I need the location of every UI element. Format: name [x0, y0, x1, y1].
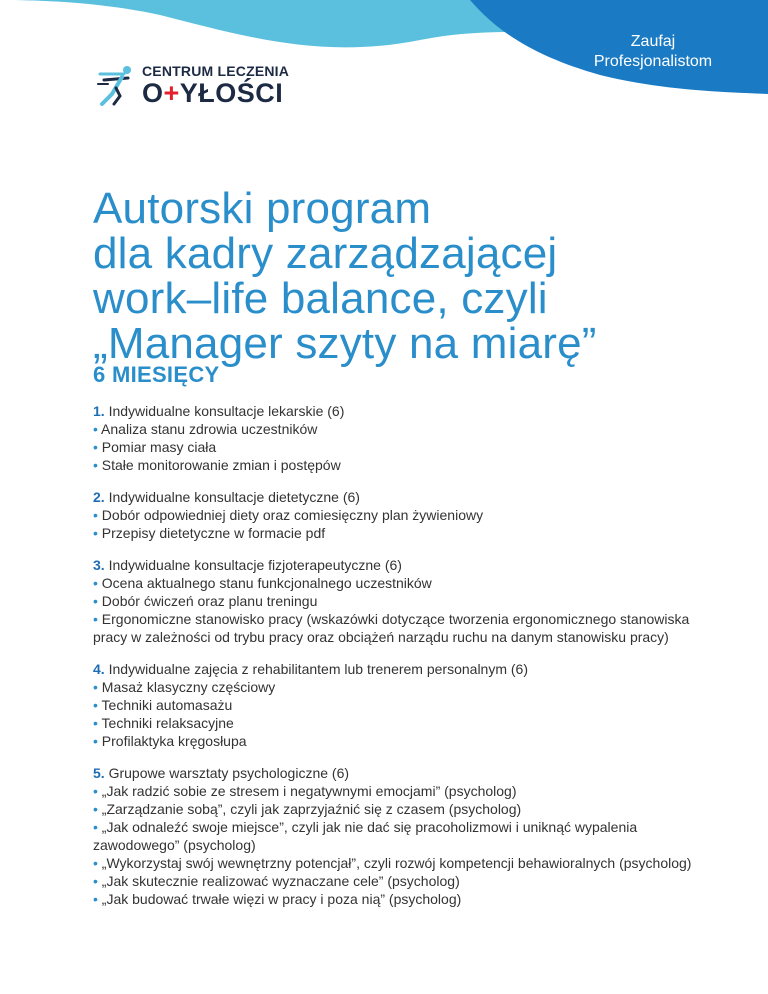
bullet-text: Masaż klasyczny częściowy [101, 679, 276, 695]
bullet-item [93, 696, 693, 714]
section-heading [93, 764, 693, 782]
bullet-item [93, 420, 693, 438]
program-sections [93, 402, 693, 922]
logo-text-top: CENTRUM LECZENIA [142, 63, 290, 79]
bullet-dot-icon: • [93, 611, 98, 627]
bullet-dot-icon: • [93, 439, 98, 455]
bullet-item [93, 524, 693, 542]
bullet-text: „Jak radzić sobie ze stresem i negatywnymi emocjami” (psycholog) [101, 783, 517, 799]
header-tagline [578, 32, 728, 72]
bullet-dot-icon: • [93, 575, 98, 591]
bullet-text: Techniki automasażu [101, 697, 233, 713]
bullet-item [93, 890, 693, 908]
page-title [93, 186, 733, 366]
tagline-line1: Zaufaj [630, 33, 676, 50]
bullet-dot-icon: • [93, 891, 98, 907]
bullet-item [93, 732, 693, 750]
logo-text-rest: YŁOŚCI [179, 78, 284, 108]
bullet-text: Stałe monitorowanie zmian i postępów [101, 457, 341, 473]
bullet-item [93, 574, 693, 592]
bullet-text: „Jak budować trwałe więzi w pracy i poza nią” (psycholog) [101, 891, 462, 907]
bullet-text: Pomiar masy ciała [101, 439, 217, 455]
section-heading-text: Indywidualne konsultacje lekarskie (6) [104, 403, 345, 419]
program-section [93, 764, 693, 908]
bullet-dot-icon: • [93, 733, 98, 749]
bullet-dot-icon: • [93, 679, 98, 695]
title-line-3: work–life balance, czyli [93, 274, 548, 323]
bullet-text: Ocena aktualnego stanu funkcjonalnego uczestników [101, 575, 432, 591]
bullet-item [93, 610, 693, 646]
bullet-dot-icon: • [93, 783, 98, 799]
logo-plus: + [163, 78, 180, 108]
bullet-dot-icon: • [93, 593, 98, 609]
title-line-4: „Manager szyty na miarę” [93, 319, 597, 368]
bullet-dot-icon: • [93, 801, 98, 817]
section-number: 3. [93, 557, 105, 573]
title-line-2: dla kadry zarządzającej [93, 229, 558, 278]
bullet-item [93, 782, 693, 800]
section-heading-text: Indywidualne konsultacje dietetyczne (6) [104, 489, 360, 505]
bullet-item [93, 818, 693, 854]
section-number: 2. [93, 489, 105, 505]
program-section [93, 488, 693, 542]
bullet-dot-icon: • [93, 525, 98, 541]
bullet-item [93, 872, 693, 890]
bullet-dot-icon: • [93, 507, 98, 523]
bullet-dot-icon: • [93, 457, 98, 473]
section-heading-text: Indywidualne zajęcia z rehabilitantem lub trenerem personalnym (6) [104, 661, 529, 677]
tagline-line2: Profesjonalistom [593, 53, 713, 70]
bullet-text: Profilaktyka kręgosłupa [101, 733, 247, 749]
section-heading [93, 556, 693, 574]
running-figure-icon [94, 60, 140, 106]
bullet-item [93, 456, 693, 474]
program-section [93, 402, 693, 474]
section-number: 5. [93, 765, 105, 781]
bullet-text: Przepisy dietetyczne w formacie pdf [101, 525, 326, 541]
bullet-text: „Jak skutecznie realizować wyznaczane cele” (psycholog) [101, 873, 460, 889]
bullet-text: Dobór odpowiedniej diety oraz comiesięczny plan żywieniowy [101, 507, 484, 523]
title-line-1: Autorski program [93, 184, 432, 233]
logo-text-o: O [142, 78, 164, 108]
bullet-text: Dobór ćwiczeń oraz planu treningu [101, 593, 318, 609]
bullet-item [93, 800, 693, 818]
bullet-dot-icon: • [93, 855, 98, 871]
bullet-item [93, 714, 693, 732]
section-number: 4. [93, 661, 105, 677]
logo-text-bottom [142, 79, 283, 107]
section-heading-text: Grupowe warsztaty psychologiczne (6) [104, 765, 350, 781]
bullet-dot-icon: • [93, 697, 98, 713]
logo[interactable] [94, 60, 294, 110]
bullet-text: „Jak odnaleźć swoje miejsce”, czyli jak nie dać się pracoholizmowi i uniknąć wypalenia zawodowego” (psycholog) [93, 819, 638, 853]
bullet-dot-icon: • [93, 819, 98, 835]
bullet-text: Ergonomiczne stanowisko pracy (wskazówki dotyczące tworzenia ergonomicznego stanowiska pracy w zależności od trybu pracy oraz obciążeń narządu ruchu na danym stanowisku pracy) [93, 611, 690, 645]
program-section [93, 556, 693, 646]
bullet-item [93, 854, 693, 872]
duration-subtitle: 6 MIESIĘCY [93, 362, 220, 387]
bullet-dot-icon: • [93, 715, 98, 731]
section-heading [93, 660, 693, 678]
bullet-text: „Zarządzanie sobą”, czyli jak zaprzyjaźnić się z czasem (psycholog) [101, 801, 522, 817]
bullet-item [93, 678, 693, 696]
bullet-dot-icon: • [93, 421, 98, 437]
section-heading-text: Indywidualne konsultacje fizjoterapeutyczne (6) [104, 557, 402, 573]
section-heading [93, 488, 693, 506]
section-heading [93, 402, 693, 420]
section-number: 1. [93, 403, 105, 419]
bullet-text: Techniki relaksacyjne [101, 715, 234, 731]
program-section [93, 660, 693, 750]
bullet-dot-icon: • [93, 873, 98, 889]
bullet-text: Analiza stanu zdrowia uczestników [101, 421, 318, 437]
bullet-item [93, 506, 693, 524]
bullet-text: „Wykorzystaj swój wewnętrzny potencjał”, czyli rozwój kompetencji behawioralnych (psycholog) [101, 855, 692, 871]
bullet-item [93, 592, 693, 610]
bullet-item [93, 438, 693, 456]
